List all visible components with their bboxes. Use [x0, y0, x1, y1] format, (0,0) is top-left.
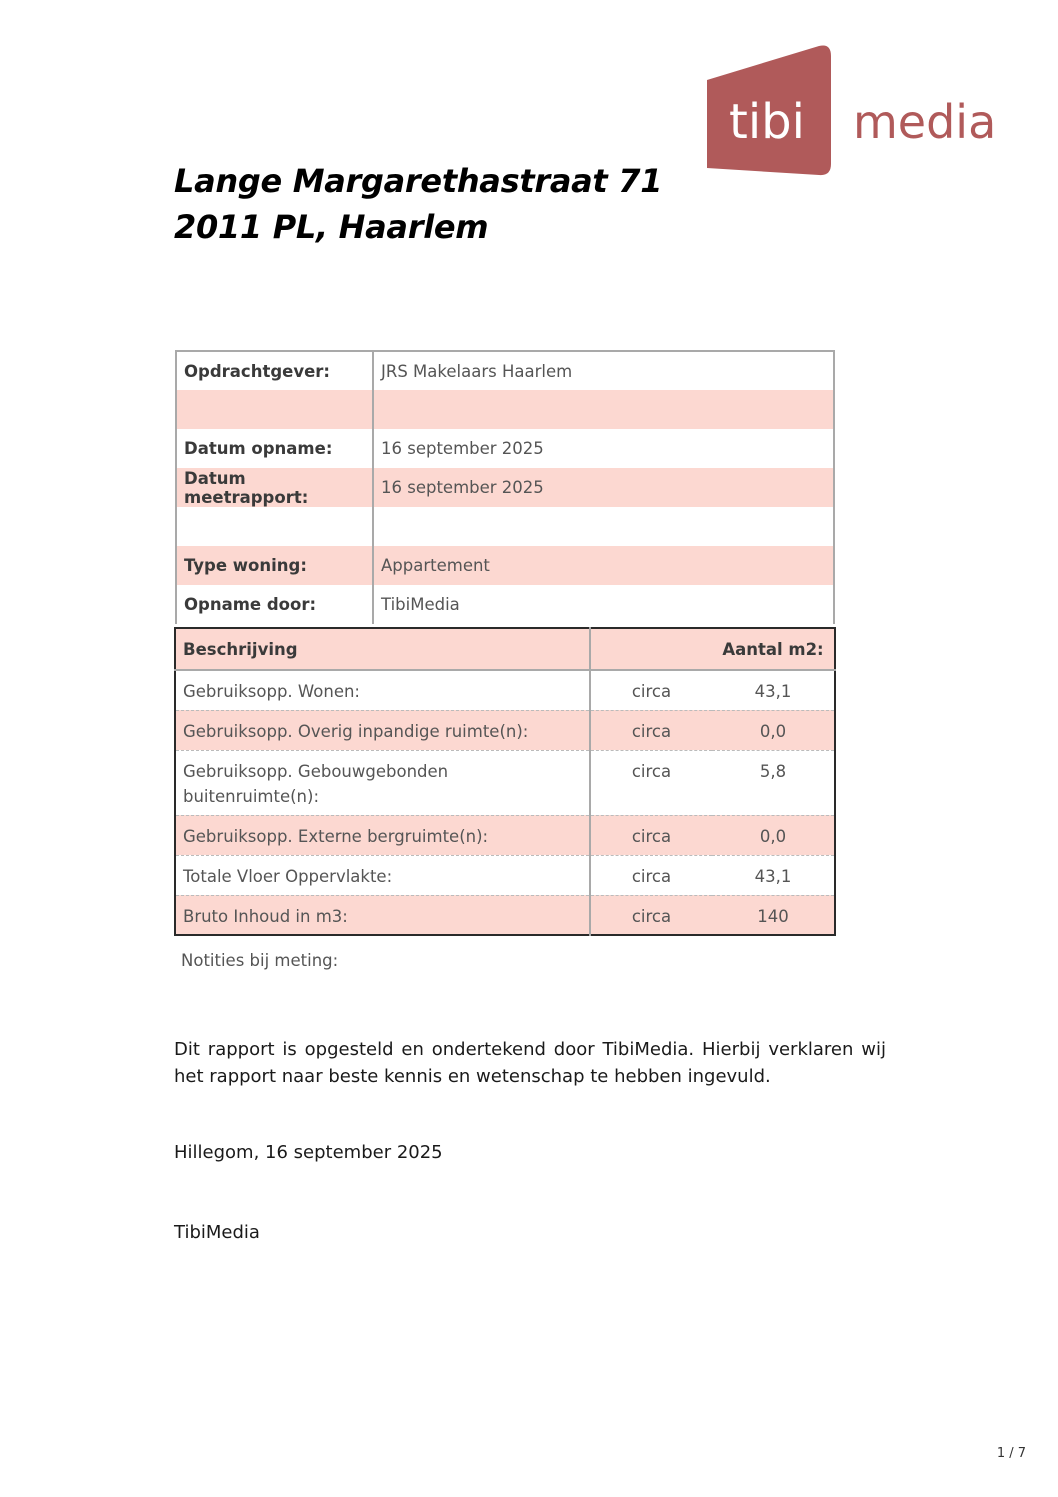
- page-title: [174, 158, 662, 250]
- tibimedia-logo: [705, 42, 1005, 178]
- info-row: [176, 507, 834, 546]
- header-amount: Aantal m2:: [712, 628, 835, 670]
- measurement-row: [175, 815, 835, 855]
- measurement-row: [175, 895, 835, 935]
- info-value: 16 september 2025: [381, 439, 544, 458]
- info-row: [176, 390, 834, 429]
- logo-box-text: tibi: [729, 94, 805, 150]
- header-approx: [590, 628, 712, 670]
- row-description: Gebruiksopp. Externe bergruimte(n):: [175, 815, 590, 855]
- row-description: Bruto Inhoud in m3:: [175, 895, 590, 935]
- info-label: Opname door:: [176, 585, 373, 624]
- row-approx: circa: [590, 895, 712, 935]
- row-description: Totale Vloer Oppervlakte:: [175, 855, 590, 895]
- info-row: [176, 585, 834, 624]
- info-label: [176, 390, 373, 429]
- info-value: JRS Makelaars Haarlem: [381, 361, 573, 381]
- row-approx: circa: [590, 750, 712, 815]
- notes-label: Notities bij meting:: [181, 951, 339, 970]
- info-label: [176, 507, 373, 546]
- signature: TibiMedia: [174, 1222, 260, 1243]
- measurement-row: [175, 670, 835, 710]
- row-description: Gebruiksopp. Gebouwgebonden buitenruimte(n):: [175, 750, 590, 815]
- info-value: Appartement: [373, 546, 834, 585]
- row-amount: 0,0: [712, 710, 835, 750]
- row-amount: 43,1: [712, 855, 835, 895]
- header-description: Beschrijving: [175, 628, 590, 670]
- row-approx: circa: [590, 815, 712, 855]
- row-approx: circa: [590, 670, 712, 710]
- title-city: 2011 PL, Haarlem: [174, 208, 489, 246]
- row-amount: 0,0: [712, 815, 835, 855]
- measurement-row: [175, 750, 835, 815]
- info-value: TibiMedia: [381, 595, 460, 614]
- info-row: [176, 351, 834, 390]
- measurement-header: [175, 628, 835, 670]
- measurement-row: [175, 710, 835, 750]
- row-amount: 140: [712, 895, 835, 935]
- row-description: Gebruiksopp. Wonen:: [175, 670, 590, 710]
- page-number: 1 / 7: [996, 1446, 1026, 1461]
- row-amount: 5,8: [712, 750, 835, 815]
- info-value: [373, 390, 834, 429]
- info-label: Opdrachtgever:: [176, 351, 373, 390]
- logo-side-text: media: [853, 95, 997, 149]
- row-amount: 43,1: [712, 670, 835, 710]
- row-description: Gebruiksopp. Overig inpandige ruimte(n):: [175, 710, 590, 750]
- place-date: Hillegom, 16 september 2025: [174, 1142, 443, 1163]
- declaration-text: Dit rapport is opgesteld en ondertekend door TibiMedia. Hierbij verklaren wij het rapport naar beste kennis en wetenschap te hebben ingevuld.: [174, 1039, 886, 1087]
- info-label: Type woning:: [176, 546, 373, 585]
- measurement-row: [175, 855, 835, 895]
- row-approx: circa: [590, 855, 712, 895]
- row-approx: circa: [590, 710, 712, 750]
- info-row: [176, 429, 834, 468]
- info-label: Datum opname:: [176, 429, 373, 468]
- info-value: 16 september 2025: [373, 468, 834, 507]
- measurement-table: [174, 627, 836, 936]
- info-row: [176, 468, 834, 507]
- info-value: [373, 507, 834, 546]
- title-address: Lange Margarethastraat 71: [174, 162, 663, 200]
- info-label: Datum meetrapport:: [176, 468, 373, 507]
- info-table: [175, 350, 835, 624]
- info-row: [176, 546, 834, 585]
